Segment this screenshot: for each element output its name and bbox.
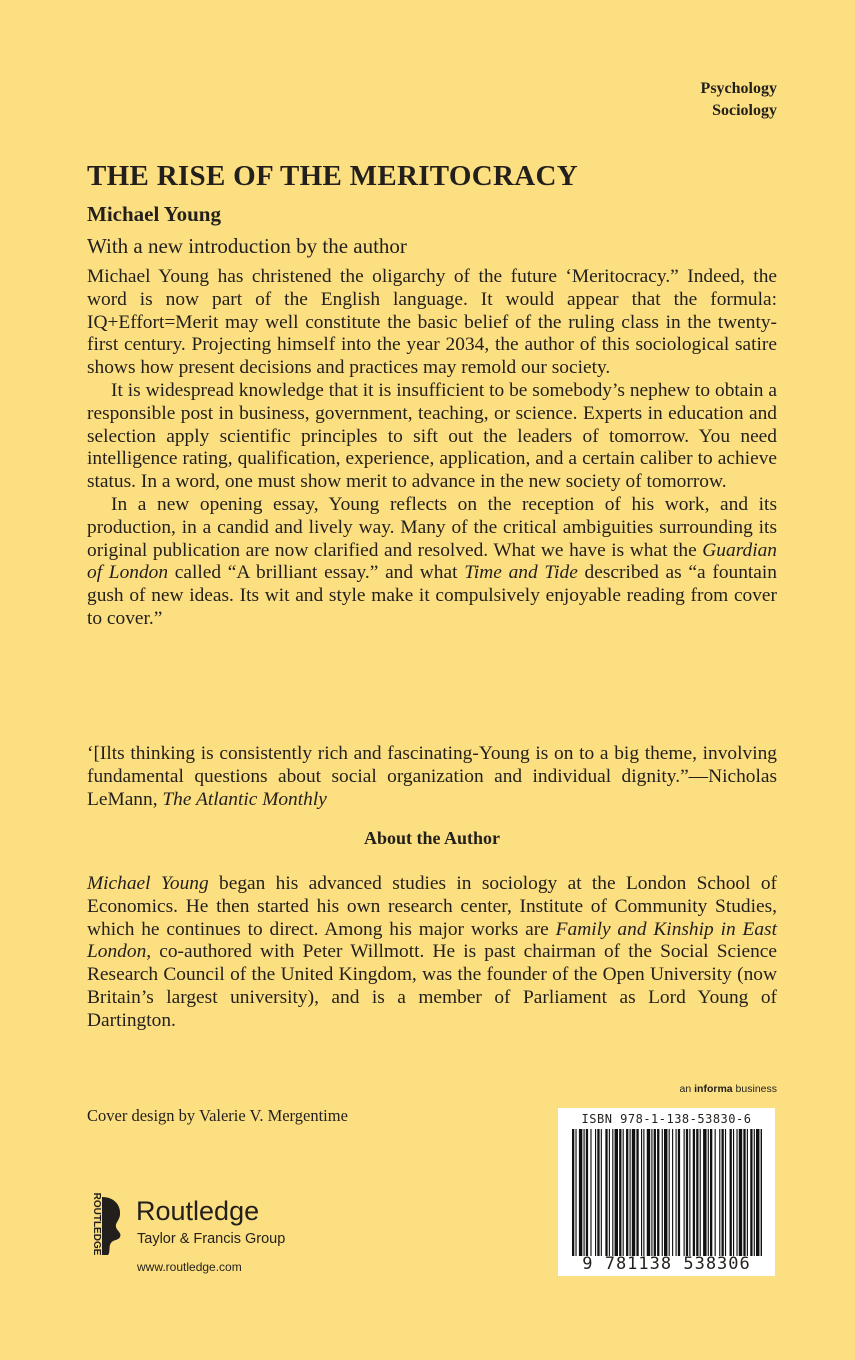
book-description (87, 266, 777, 631)
cover-design-credit: Cover design by Valerie V. Mergentime (87, 1106, 348, 1125)
publication-name: Guardian of London (87, 539, 777, 584)
category-psychology: Psychology (700, 80, 777, 97)
author-name: Michael Young (87, 873, 209, 894)
description-text: called “A brilliant essay.” and what (168, 562, 465, 584)
routledge-vertical-wordmark: ROUTLEDGE (91, 1193, 102, 1255)
isbn-number: 9 781138 538306 (582, 1254, 751, 1274)
description-paragraph-1: Michael Young has christened the oligarchy of the future ‘Meritocracy.” Indeed, the word is now part of the English language. It would appear that the formula: IQ+Effort=Merit may well constitute the basic belief of the ruling class in the twenty-first century. Projecting himself into the year 2034, the author of this sociological satire shows how present decisions and practices may remold our society. (87, 266, 777, 379)
review-text: ‘[Ilts thinking is consistently rich and fascinating-Young is on to a big theme, involving fundamental questions about social organization and individual dignity.”—Nicholas LeMann, (87, 743, 777, 810)
book-author: Michael Young (87, 202, 221, 226)
about-author-heading: About the Author (363, 828, 501, 848)
review-quote (87, 743, 777, 811)
isbn-barcode (558, 1108, 775, 1276)
informa-name: informa (694, 1083, 733, 1095)
description-text: described as “a fountain gush of new ideas. Its wit and style make it compulsively enjoyable reading from cover to cover.” (87, 562, 777, 629)
isbn-label: ISBN 978-1-138-53830-6 (581, 1112, 752, 1126)
description-text: In a new opening essay, Young reflects on the reception of his work, and its production, in a candid and lively way. Many of the critical ambiguities surrounding its original publication are now clarified and resolved. What we have is what the (87, 493, 777, 561)
publication-name: Time and Tide (464, 562, 578, 584)
publisher-group: Taylor & Francis Group (137, 1231, 286, 1247)
publisher-website: www.routledge.com (137, 1260, 242, 1274)
barcode-bars-icon (572, 1129, 762, 1256)
informa-post: business (732, 1083, 777, 1095)
informa-business-tag (680, 1083, 777, 1095)
about-author-text (87, 873, 777, 1033)
work-title: Family and Kinship in East London (87, 918, 777, 963)
informa-pre: an (679, 1083, 695, 1095)
book-title: THE RISE OF THE MERITOCRACY (87, 160, 578, 192)
routledge-logo-icon (84, 1193, 124, 1255)
description-paragraph-2: It is widespread knowledge that it is insufficient to be somebody’s nephew to obtain a responsible post in business, government, teaching, or science. Experts in education and selection apply scientific principles to sift out the leaders of tomorrow. You need intelligence rating, qualification, experience, application, and a certain caliber to achieve status. In a word, one must show merit to advance in the new society of tomorrow. (87, 379, 777, 493)
category-sociology: Sociology (712, 102, 777, 119)
about-text-part: began his advanced studies in sociology at the London School of Economics. He then started his own research center, Institute of Community Studies, which he continues to direct. Among his major works are (87, 873, 777, 940)
publisher-name: Routledge (136, 1196, 260, 1226)
book-subtitle: With a new introduction by the author (87, 234, 407, 258)
about-text-part: , co-authored with Peter Willmott. He is past chairman of the Social Science Research Council of the United Kingdom, was the founder of the Open University (now Britain’s largest university), and is a member of Parliament as Lord Young of Dartington. (87, 941, 777, 1031)
subject-categories (701, 78, 777, 122)
description-paragraph-3 (87, 494, 777, 631)
review-source: The Atlantic Monthly (162, 788, 327, 810)
